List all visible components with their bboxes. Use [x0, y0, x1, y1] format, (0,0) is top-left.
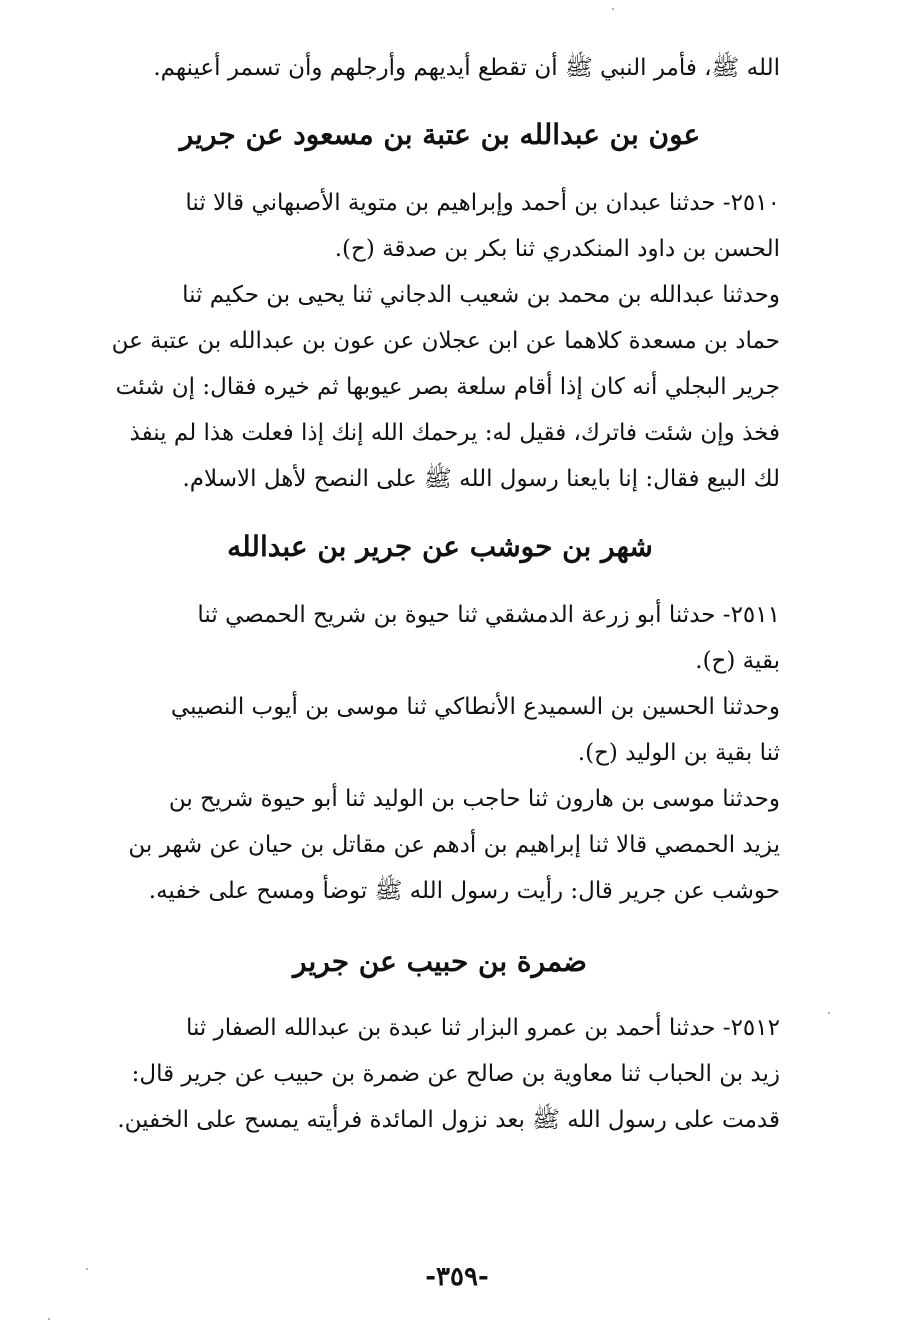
text-line: ثنا بقية بن الوليد (ح). [577, 740, 780, 766]
section-heading-shahr: شهر بن حوشب عن جرير بن عبدالله [227, 530, 653, 563]
opening-paragraph [100, 45, 780, 91]
hadith-2510 [100, 180, 780, 502]
text-line: قدمت على رسول الله ﷺ بعد نزول المائدة فرأيته يمسح على الخفين. [117, 1107, 780, 1133]
scan-speck [612, 8, 614, 10]
text-line: وحدثنا عبدالله بن محمد بن شعيب الدجاني ثنا يحيى بن حكيم ثنا [182, 282, 780, 308]
text-line: جرير البجلي أنه كان إذا أقام سلعة بصر عيوبها ثم خيره فقال: إن شئت [115, 374, 780, 400]
text-line: ٢٥١١- حدثنا أبو زرعة الدمشقي ثنا حيوة بن شريح الحمصي ثنا [197, 602, 780, 628]
scan-speck [86, 1268, 88, 1270]
text-line: زيد بن الحباب ثنا معاوية بن صالح عن ضمرة بن حبيب عن جرير قال: [131, 1061, 780, 1087]
page-number: -٣٥٩- [425, 1262, 489, 1292]
text-line: حوشب عن جرير قال: رأيت رسول الله ﷺ توضأ ومسح على خفيه. [148, 878, 780, 904]
text-line: ٢٥١٠- حدثنا عبدان بن أحمد وإبراهيم بن متوية الأصبهاني قالا ثنا [185, 190, 780, 216]
text-line: فخذ وإن شئت فاترك، فقيل له: يرحمك الله إنك إذا فعلت هذا لم ينفذ [129, 420, 780, 446]
hadith-2512 [100, 1005, 780, 1143]
text-line: لك البيع فقال: إنا بايعنا رسول الله ﷺ على النصح لأهل الاسلام. [182, 466, 780, 492]
text-line: ٢٥١٢- حدثنا أحمد بن عمرو البزار ثنا عبدة بن عبدالله الصفار ثنا [185, 1015, 780, 1041]
section-heading-damra: ضمرة بن حبيب عن جرير [293, 945, 587, 978]
hadith-2511 [100, 592, 780, 914]
section-heading-awn: عون بن عبدالله بن عتبة بن مسعود عن جرير [179, 118, 701, 151]
text-line: يزيد الحمصي قالا ثنا إبراهيم بن أدهم عن مقاتل بن حيان عن شهر بن [128, 832, 780, 858]
scan-speck [48, 1318, 50, 1320]
text-line: الله ﷺ، فأمر النبي ﷺ أن تقطع أيديهم وأرجلهم وأن تسمر أعينهم. [153, 55, 780, 81]
text-line: وحدثنا الحسين بن السميدع الأنطاكي ثنا موسى بن أيوب النصيبي [170, 694, 780, 720]
text-line: حماد بن مسعدة كلاهما عن ابن عجلان عن عون بن عبدالله بن عتبة عن [111, 328, 780, 354]
text-line: الحسن بن داود المنكدري ثنا بكر بن صدقة (ح). [334, 236, 780, 262]
text-line: وحدثنا موسى بن هارون ثنا حاجب بن الوليد ثنا أبو حيوة شريح بن [168, 786, 780, 812]
text-line: بقية (ح). [695, 648, 780, 674]
scan-speck [828, 1012, 830, 1014]
